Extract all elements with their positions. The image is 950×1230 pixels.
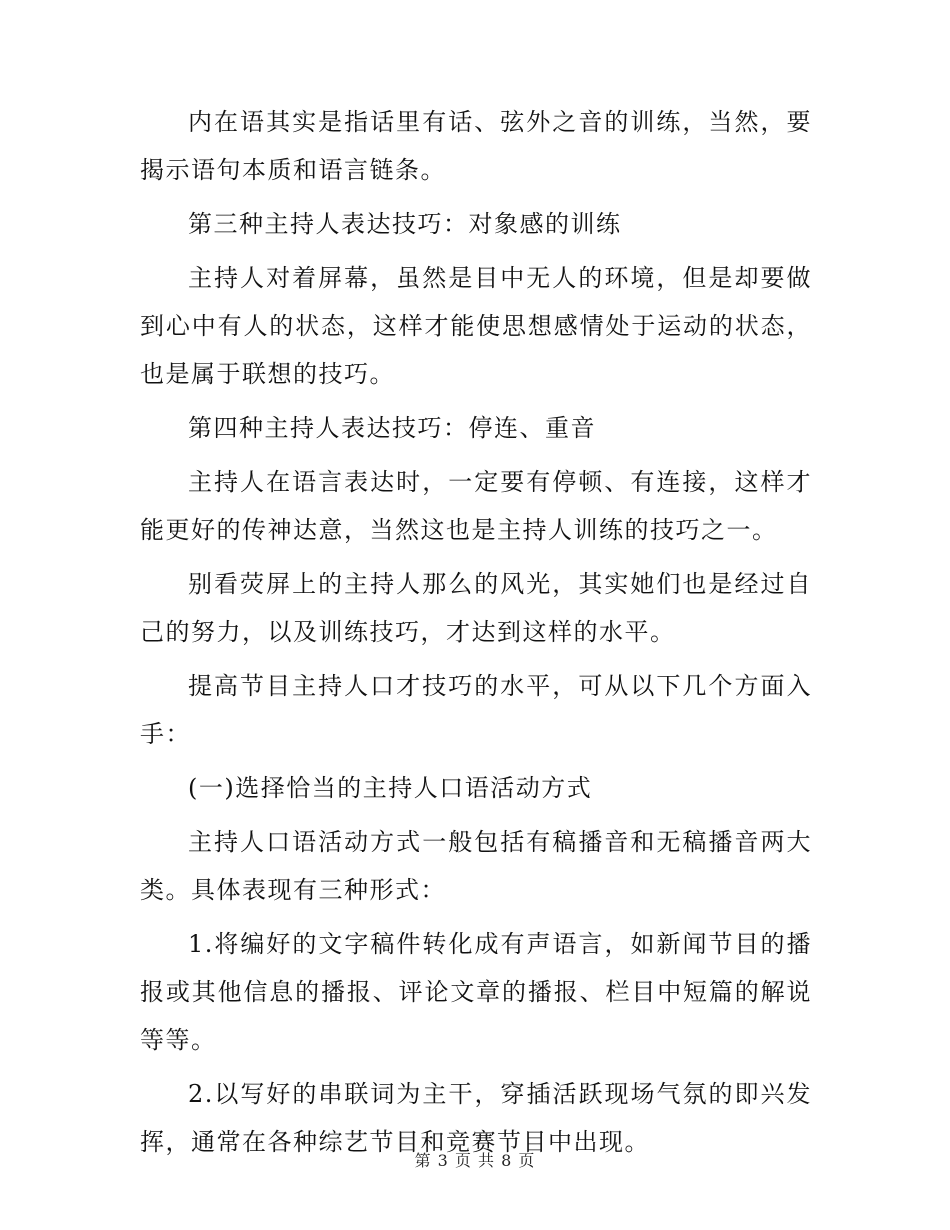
paragraph-audience-sense: 主持人对着屏幕，虽然是目中无人的环境，但是却要做到心中有人的状态，这样才能使思想感情处于运动的状态，也是属于联想的技巧。 bbox=[140, 264, 812, 388]
page-number-footer: 第 3 页 共 8 页 bbox=[414, 1151, 536, 1170]
list-item-2: 2.以写好的串联词为主干，穿插活跃现场气氛的即兴发挥，通常在各种综艺节目和竞赛节目中出现。 bbox=[140, 1080, 812, 1156]
paragraph-screen-hosts: 别看荧屏上的主持人那么的风光，其实她们也是经过自己的努力，以及训练技巧，才达到这样的水平。 bbox=[140, 570, 812, 646]
paragraph-speech-modes: 主持人口语活动方式一般包括有稿播音和无稿播音两大类。具体表现有三种形式： bbox=[140, 828, 812, 904]
heading-section-one: (一)选择恰当的主持人口语活动方式 bbox=[188, 774, 593, 802]
paragraph-improve-skills: 提高节目主持人口才技巧的水平，可从以下几个方面入手： bbox=[140, 672, 812, 748]
heading-fourth-technique: 第四种主持人表达技巧：停连、重音 bbox=[188, 414, 596, 442]
paragraph-inner-speech: 内在语其实是指话里有话、弦外之音的训练，当然，要揭示语句本质和语言链条。 bbox=[140, 108, 812, 184]
heading-third-technique: 第三种主持人表达技巧：对象感的训练 bbox=[188, 210, 622, 238]
paragraph-pause-stress: 主持人在语言表达时，一定要有停顿、有连接，这样才能更好的传神达意，当然这也是主持人训练的技巧之一。 bbox=[140, 468, 812, 544]
list-item-1: 1.将编好的文字稿件转化成有声语言，如新闻节目的播报或其他信息的播报、评论文章的播报、栏目中短篇的解说等等。 bbox=[140, 930, 812, 1054]
document-body bbox=[140, 98, 812, 1172]
